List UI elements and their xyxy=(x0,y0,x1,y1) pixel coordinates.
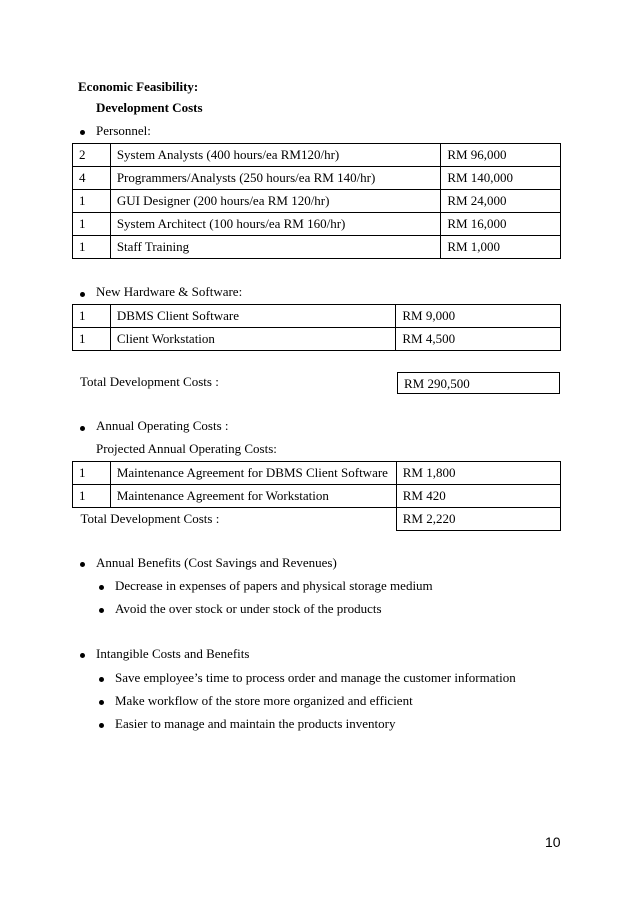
desc-cell: GUI Designer (200 hours/ea RM 120/hr) xyxy=(110,190,441,213)
table-row xyxy=(73,328,561,351)
cost-cell: RM 9,000 xyxy=(396,305,561,328)
desc-cell: Staff Training xyxy=(110,236,441,259)
qty-cell: 1 xyxy=(73,236,111,259)
benefits-label: Annual Benefits (Cost Savings and Revenues) xyxy=(96,555,337,570)
total-dev-label: Total Development Costs : xyxy=(80,374,219,389)
benefit-item: Avoid the over stock or under stock of the products xyxy=(115,601,382,616)
desc-cell: DBMS Client Software xyxy=(110,305,395,328)
subsection-heading: Development Costs xyxy=(96,100,203,115)
qty-cell: 1 xyxy=(73,485,111,508)
desc-cell: Programmers/Analysts (250 hours/ea RM 140/hr) xyxy=(110,167,441,190)
intangible-item: Make workflow of the store more organized and efficient xyxy=(115,693,413,708)
personnel-table xyxy=(72,143,561,259)
operating-total-label: Total Development Costs : xyxy=(73,508,397,531)
operating-total-value: RM 2,220 xyxy=(396,508,560,531)
intangible-item: Easier to manage and maintain the products inventory xyxy=(115,716,396,731)
personnel-label: Personnel: xyxy=(96,123,151,138)
total-dev-value: RM 290,500 xyxy=(397,372,560,394)
bullet-icon xyxy=(80,130,85,135)
section-heading: Economic Feasibility: xyxy=(78,79,199,94)
cost-cell: RM 140,000 xyxy=(441,167,561,190)
operating-table xyxy=(72,461,561,531)
bullet-icon xyxy=(80,653,85,658)
hardware-label: New Hardware & Software: xyxy=(96,284,243,299)
bullet-icon xyxy=(99,585,104,590)
bullet-icon xyxy=(99,608,104,613)
benefit-item: Decrease in expenses of papers and physical storage medium xyxy=(115,578,433,593)
cost-cell: RM 420 xyxy=(396,485,560,508)
operating-sublabel: Projected Annual Operating Costs: xyxy=(96,441,277,456)
cost-cell: RM 1,000 xyxy=(441,236,561,259)
cost-cell: RM 24,000 xyxy=(441,190,561,213)
table-row xyxy=(73,462,561,485)
cost-cell: RM 96,000 xyxy=(441,144,561,167)
intangible-label: Intangible Costs and Benefits xyxy=(96,646,250,661)
qty-cell: 1 xyxy=(73,462,111,485)
page-number: 10 xyxy=(545,834,561,850)
qty-cell: 1 xyxy=(73,190,111,213)
cost-cell: RM 4,500 xyxy=(396,328,561,351)
bullet-icon xyxy=(99,700,104,705)
table-row xyxy=(73,305,561,328)
bullet-icon xyxy=(80,292,85,297)
operating-label: Annual Operating Costs : xyxy=(96,418,229,433)
bullet-icon xyxy=(80,426,85,431)
table-row xyxy=(73,236,561,259)
qty-cell: 2 xyxy=(73,144,111,167)
desc-cell: System Architect (100 hours/ea RM 160/hr) xyxy=(110,213,441,236)
table-row xyxy=(73,213,561,236)
desc-cell: Maintenance Agreement for DBMS Client Software xyxy=(110,462,396,485)
bullet-icon xyxy=(80,562,85,567)
desc-cell: Client Workstation xyxy=(110,328,395,351)
table-row xyxy=(73,190,561,213)
desc-cell: System Analysts (400 hours/ea RM120/hr) xyxy=(110,144,441,167)
qty-cell: 4 xyxy=(73,167,111,190)
cost-cell: RM 16,000 xyxy=(441,213,561,236)
hardware-table xyxy=(72,304,561,351)
table-row xyxy=(73,508,561,531)
table-row xyxy=(73,485,561,508)
table-row xyxy=(73,167,561,190)
qty-cell: 1 xyxy=(73,213,111,236)
cost-cell: RM 1,800 xyxy=(396,462,560,485)
qty-cell: 1 xyxy=(73,305,111,328)
qty-cell: 1 xyxy=(73,328,111,351)
bullet-icon xyxy=(99,677,104,682)
table-row xyxy=(73,144,561,167)
bullet-icon xyxy=(99,723,104,728)
desc-cell: Maintenance Agreement for Workstation xyxy=(110,485,396,508)
intangible-item: Save employee’s time to process order and manage the customer information xyxy=(115,670,516,685)
